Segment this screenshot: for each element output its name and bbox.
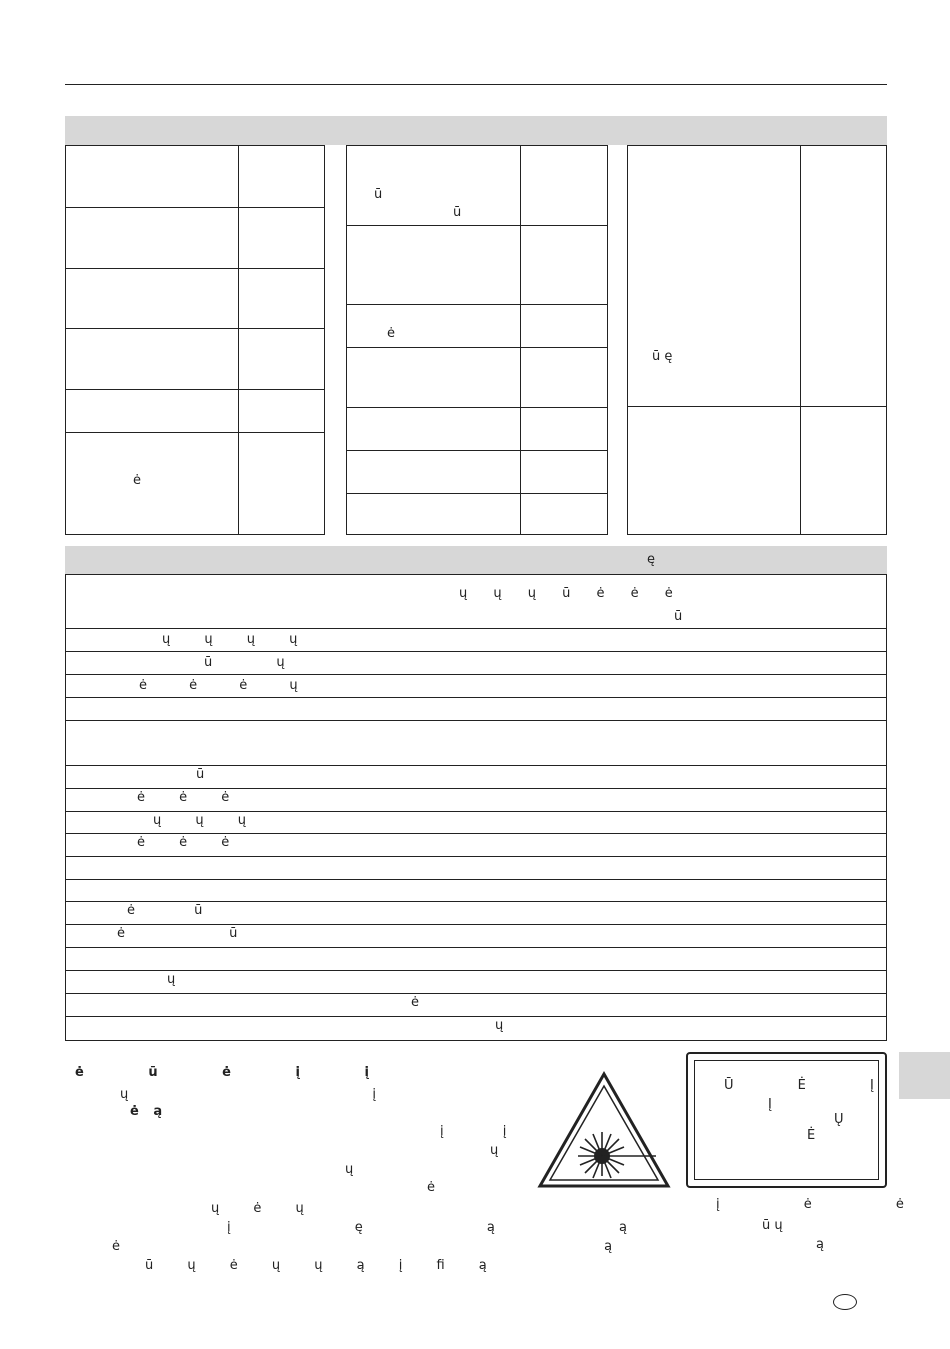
notes-line: ų xyxy=(490,1143,499,1158)
notes-line: ė xyxy=(427,1180,435,1195)
list-row-text: ų xyxy=(495,1018,504,1033)
list-row-text: ė ė ė xyxy=(137,790,230,805)
spec-cell-text: ū xyxy=(453,205,462,220)
right-fragment: į ė ė xyxy=(716,1197,904,1212)
list-row-text: ė xyxy=(411,995,419,1010)
notes-line: ų xyxy=(345,1162,354,1177)
chapter-side-tab xyxy=(899,1052,950,1099)
list-row-text: ė ū xyxy=(117,926,238,941)
notes-line: ū ų ė ų ų ą į fi ą xyxy=(145,1258,487,1273)
list-row-text: ų ų ų ū ė ė ė xyxy=(459,586,673,601)
list-table xyxy=(65,574,887,1041)
notes-line: ė ą xyxy=(130,1104,163,1119)
right-fragment: ū ų xyxy=(762,1218,783,1233)
list-row-text: ų xyxy=(167,972,176,987)
label-line: Ū Ė Į xyxy=(724,1078,874,1093)
right-fragment: ą xyxy=(816,1237,824,1252)
spec-table-col1 xyxy=(65,145,325,535)
spec-cell-text: ė xyxy=(387,326,395,341)
country-code-badge xyxy=(833,1294,857,1310)
safety-notes xyxy=(75,1063,627,1283)
label-line: Ų xyxy=(834,1112,844,1127)
label-line: Į xyxy=(768,1097,772,1112)
spec-header-bar xyxy=(65,116,887,145)
list-header-text: ę xyxy=(647,552,655,567)
header-rule xyxy=(65,84,887,85)
list-row-text: ė ė ė xyxy=(137,835,230,850)
laser-class-label xyxy=(686,1052,887,1188)
spec-cell-text: ė xyxy=(133,473,141,488)
list-row-text: ū xyxy=(196,767,205,782)
list-header-bar xyxy=(65,546,887,574)
laser-warning-icon xyxy=(536,1070,672,1190)
list-row-text: ū xyxy=(674,609,683,624)
notes-line: ė ū ė į į xyxy=(75,1065,369,1080)
list-row-text: ū ų xyxy=(204,655,285,670)
notes-line: ė ą xyxy=(112,1239,613,1254)
list-row-text: ų ų ų ų xyxy=(162,632,298,647)
label-line: Ė xyxy=(807,1128,816,1143)
spec-cell-text: ū xyxy=(374,187,383,202)
notes-line: į ę ą ą xyxy=(227,1220,627,1235)
list-row-text: ė ū xyxy=(127,903,203,918)
spec-table-col2 xyxy=(346,145,608,535)
spec-table-col3 xyxy=(627,145,887,535)
list-row-text: ų ų ų xyxy=(153,813,246,828)
notes-line: ų į xyxy=(120,1087,376,1102)
notes-line: ų ė ų xyxy=(211,1201,304,1216)
list-row-text: ė ė ė ų xyxy=(139,678,298,693)
spec-cell-text: ū ę xyxy=(652,349,673,364)
notes-line: į į xyxy=(440,1124,507,1139)
